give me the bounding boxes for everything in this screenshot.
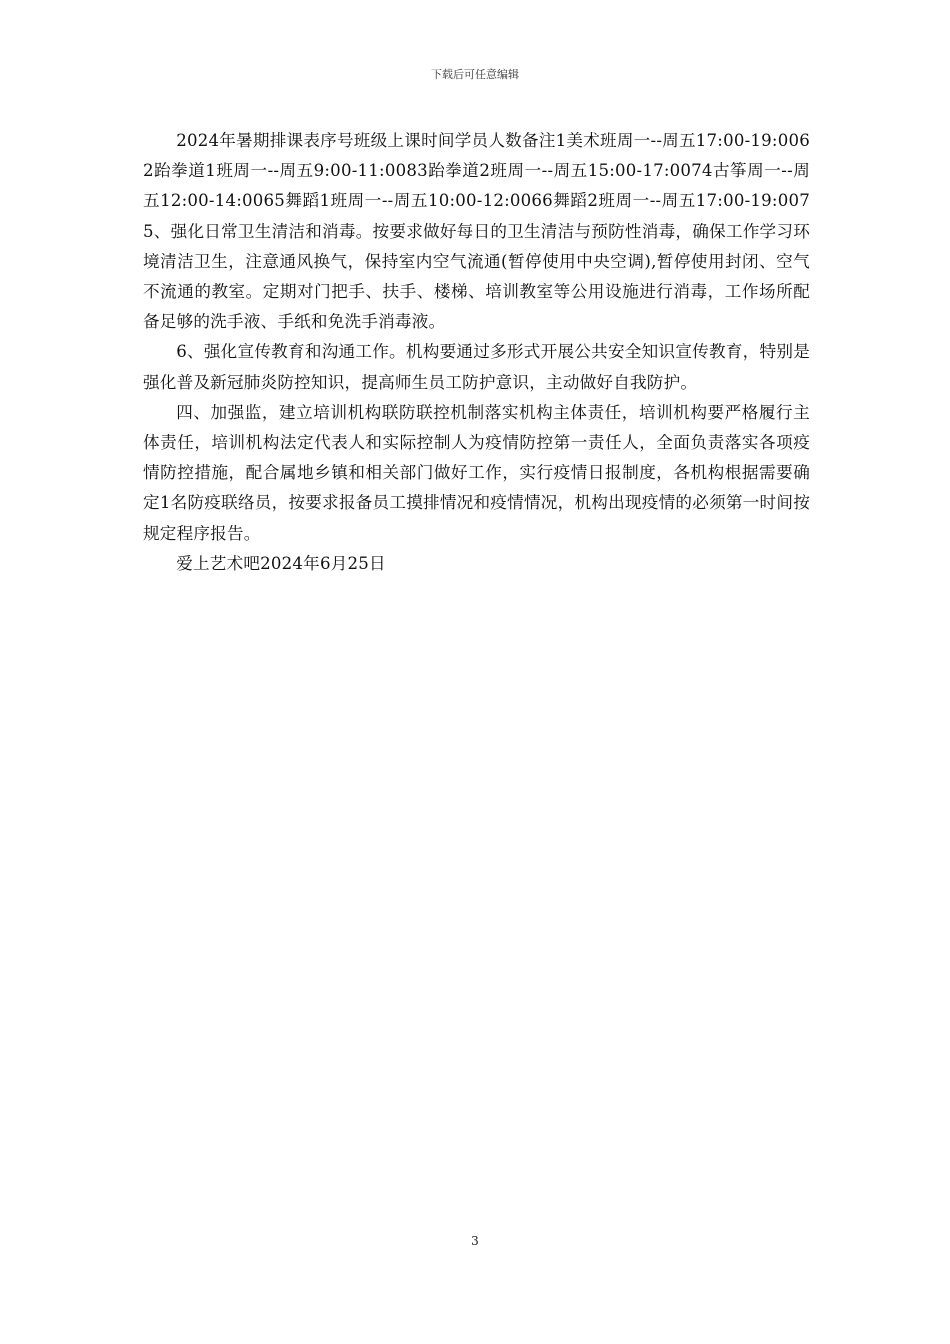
page-number: 3 <box>471 1234 479 1248</box>
paragraph-signature-date: 爱上艺术吧2024年6月25日 <box>176 553 386 573</box>
paragraph-schedule-hygiene: 2024年暑期排课表序号班级上课时间学员人数备注1美术班周一--周五17:00-19:0062跆拳道1班周一--周五9:00-11:0083跆拳道2班周一--周五15:00-17:0074古筝周一--周五12:00-14:0065舞蹈1班周一--周五10:00-12:0066舞蹈2班周一--周五17:00-19:0075、强化日常卫生清洁和消毒。按要求做好每日的卫生清洁与预防性消毒，确保工作学习环境清洁卫生，注意通风换气，保持室内空气流通(暂停使用中央空调),暂停使用封闭、空气不流通的教室。定期对门把手、扶手、楼梯、培训教室等公用设施进行消毒，工作场所配备足够的洗手液、手纸和免洗手消毒液。 <box>143 131 810 332</box>
paragraph-supervision: 四、加强监，建立培训机构联防联控机制落实机构主体责任，培训机构要严格履行主体责任，培训机构法定代表人和实际控制人为疫情防控第一责任人，全面负责落实各项疫情防控措施，配合属地乡镇和相关部门做好工作，实行疫情日报制度，各机构根据需要确定1名防疫联络员，按要求报备员工摸排情况和疫情情况，机构出现疫情的必须第一时间按规定程序报告。 <box>143 402 810 543</box>
paragraph-publicity-education: 6、强化宣传教育和沟通工作。机构要通过多形式开展公共安全知识宣传教育，特别是强化普及新冠肺炎防控知识，提高师生员工防护意识，主动做好自我防护。 <box>143 342 810 392</box>
page-header: 下载后可任意编辑 <box>431 68 519 81</box>
document-body <box>143 126 810 579</box>
